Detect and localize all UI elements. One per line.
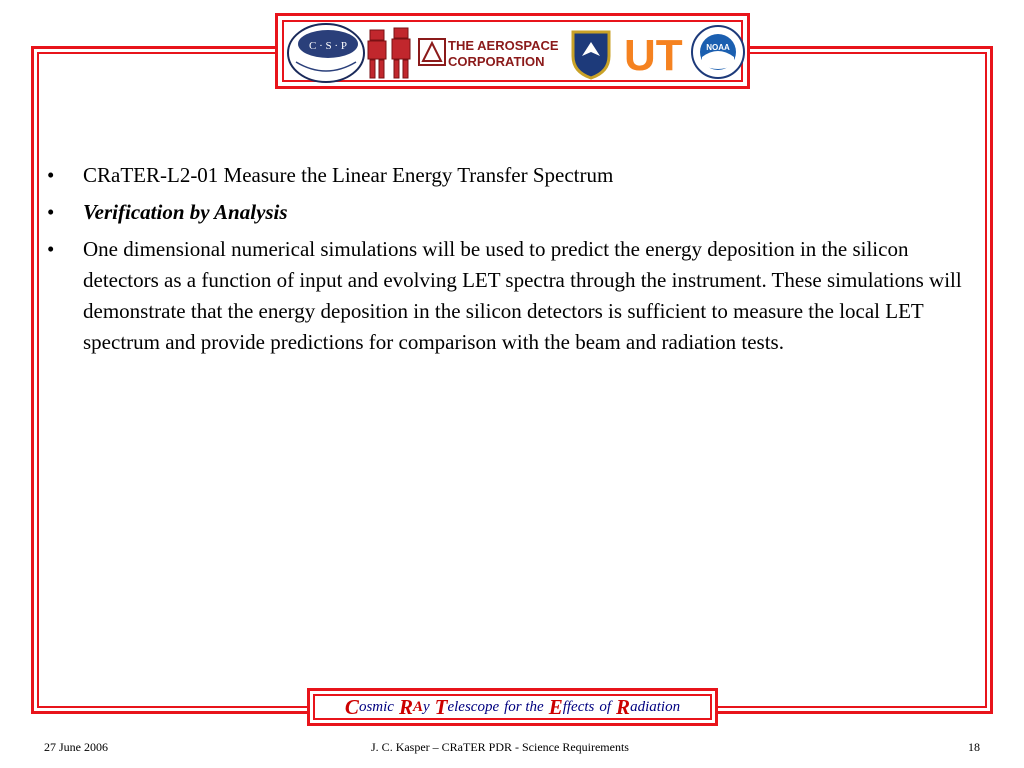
aerospace-logo-line2: CORPORATION [448, 54, 545, 69]
footer-date: 27 June 2006 [44, 740, 108, 754]
footer-title: J. C. Kasper – CRaTER PDR - Science Requirements [371, 740, 629, 754]
noaa-logo [690, 23, 746, 81]
banner-letter-r2: R [616, 694, 631, 719]
banner-word-for-the: for the [504, 698, 544, 715]
air-force-shield-logo [570, 26, 612, 80]
banner-letter-a: A [412, 698, 423, 715]
bullet-requirement [45, 160, 985, 191]
banner-letter-c: C [344, 694, 359, 719]
ut-logo [622, 30, 684, 76]
bullet-text: Verification by Analysis [83, 200, 288, 224]
banner-word-of: of [599, 698, 612, 715]
banner-letter-r: R [398, 694, 413, 719]
banner-word-elescope: elescope [447, 698, 500, 715]
robot-mascots-logo [366, 24, 414, 82]
csp-logo [286, 22, 366, 84]
banner-word-osmic: osmic [358, 698, 394, 715]
banner-word-adiation: adiation [630, 698, 681, 715]
footer-page-number: 18 [968, 740, 980, 754]
slide-frame-inner [37, 52, 987, 708]
banner-letter-e: E [548, 694, 563, 719]
bullet-glyph: • [47, 237, 55, 261]
bullet-glyph: • [47, 200, 55, 224]
ut-logo-letters: UT [624, 31, 683, 76]
banner-word-ffects: ffects [562, 698, 595, 715]
banner-letter-y: y [422, 698, 430, 715]
noaa-logo-letters: NOAA [706, 43, 730, 52]
banner-letter-t: T [434, 694, 448, 719]
aerospace-logo-line1: THE AEROSPACE [448, 38, 559, 53]
bullet-text: CRaTER-L2-01 Measure the Linear Energy Transfer Spectrum [83, 163, 614, 187]
bullet-text: One dimensional numerical simulations will be used to predict the energy deposition in the silicon detectors as a function of input and evolving LET spectra through the instrument. These simulations will demonstrate that the energy deposition in the silicon detectors is sufficient to measure the local LET spectrum and provide predictions for comparison with the beam and radiation tests. [83, 237, 962, 354]
aerospace-corporation-logo [418, 36, 566, 70]
mission-name-text [313, 694, 712, 720]
logo-banner [275, 13, 750, 89]
slide-body [45, 160, 985, 364]
csp-logo-letters: C · S · P [309, 40, 347, 52]
bullet-verification [45, 197, 985, 228]
bullet-glyph: • [47, 163, 55, 187]
mission-name-banner [307, 688, 718, 726]
bullet-description [45, 234, 985, 358]
